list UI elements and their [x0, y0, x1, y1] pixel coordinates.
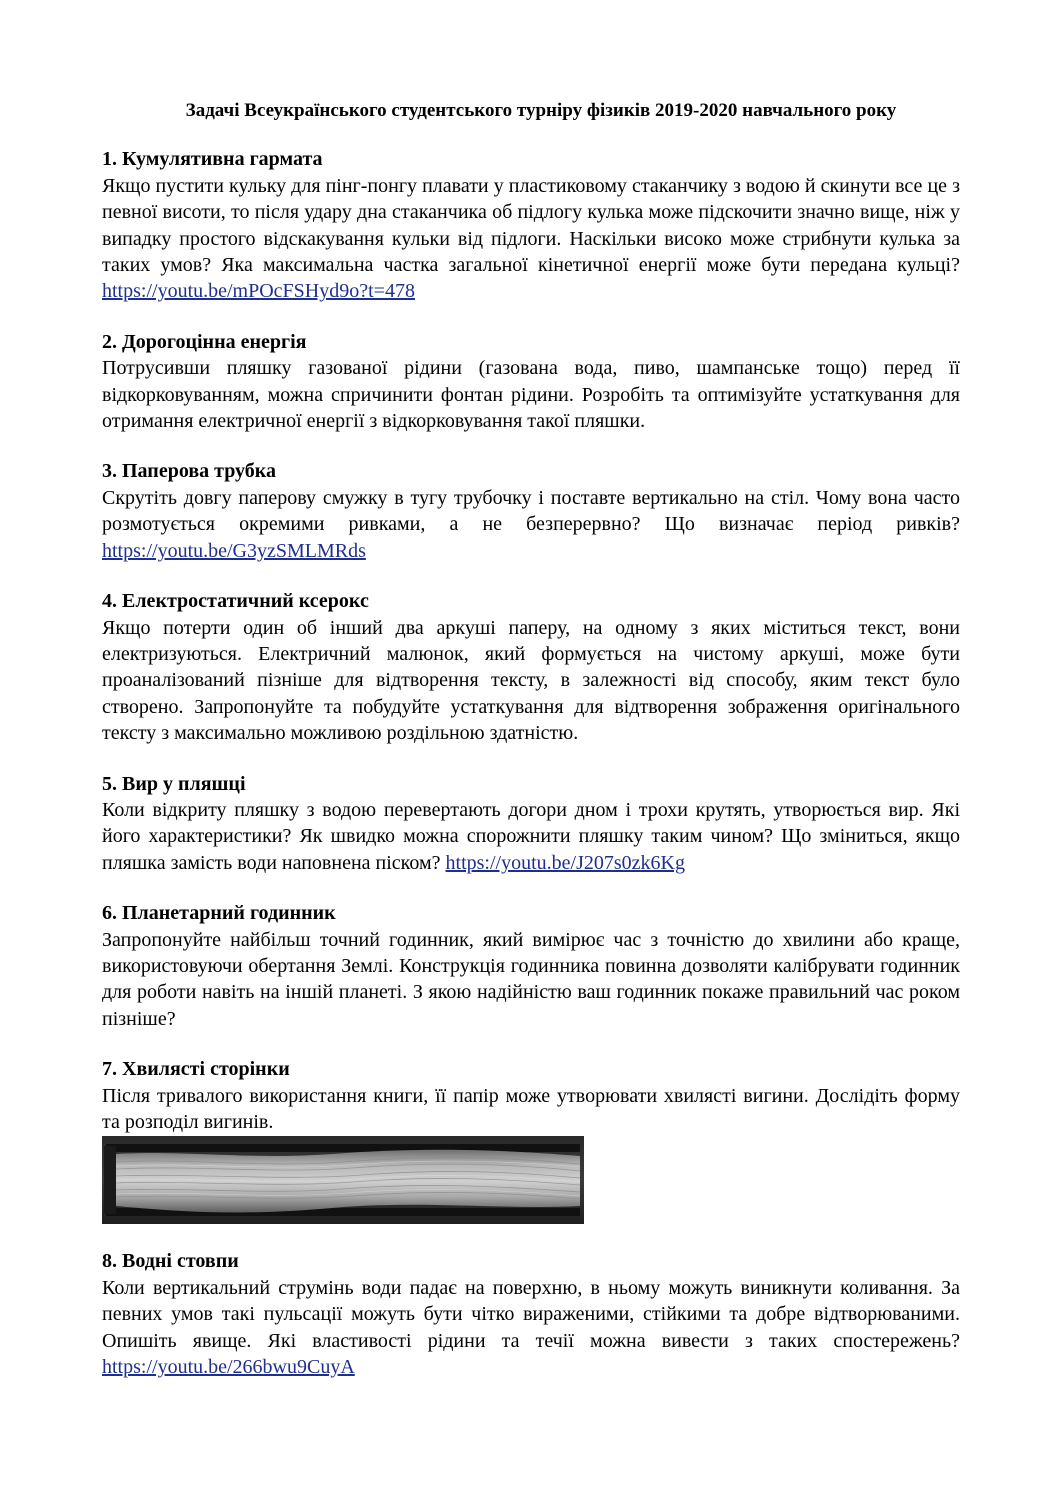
- video-link[interactable]: https://youtu.be/mPOcFSHyd9o?t=478: [102, 280, 415, 303]
- problem-heading: 2. Дорогоцінна енергія: [102, 330, 307, 353]
- problem-body: Якщо пустити кульку для пінг-понгу плавати у пластиковому стаканчику з водою й скинути все це з певної висоти, то після удару дна стаканчика об підлогу кулька може підскочити значно вище, ніж у випадку простого відскакування кульки від підлоги. Наскільки високо може стрибнути кулька за таких умов? Яка максимальна частка загальної кінетичної енергії може бути передана кульці?: [102, 174, 960, 277]
- wavy-pages-photo: [102, 1136, 584, 1224]
- document-title: Задачі Всеукраїнського студентського турніру фізиків 2019-2020 навчального року: [185, 100, 897, 121]
- problem-text: [102, 797, 960, 876]
- problem-5: [102, 771, 960, 877]
- problem-body: Потрусивши пляшку газованої рідини (газована вода, пиво, шампанське тощо) перед її відкорковуванням, можна спричинити фонтан рідини. Розробіть та оптимізуйте устаткування для отримання електричної енергії з відкорковування такої пляшки.: [102, 357, 960, 433]
- problem-text: [102, 1083, 960, 1136]
- problem-text: [102, 173, 960, 305]
- problem-text: [102, 485, 960, 564]
- problem-heading: 6. Планетарний годинник: [102, 902, 336, 925]
- problem-heading: 4. Електростатичний ксерокс: [102, 590, 369, 613]
- problem-1: [102, 146, 960, 304]
- problem-text: [102, 355, 960, 434]
- problem-heading: 8. Водні стовпи: [102, 1250, 239, 1273]
- problem-heading: 7. Хвилясті сторінки: [102, 1058, 290, 1081]
- problem-body: Коли відкриту пляшку з водою перевертають догори дном і трохи крутять, утворюється вир. Які його характеристики? Як швидко можна спорожнити пляшку таким чином? Що зміниться, якщо пляшка замість води наповнена піском?: [102, 798, 960, 874]
- problem-4: [102, 588, 960, 746]
- problem-heading: 1. Кумулятивна гармата: [102, 148, 323, 171]
- problem-3: [102, 458, 960, 564]
- problem-heading: 3. Паперова трубка: [102, 460, 277, 483]
- problem-text: [102, 1275, 960, 1381]
- video-link[interactable]: https://youtu.be/266bwu9CuyA: [102, 1356, 355, 1379]
- problem-7: [102, 1056, 960, 1224]
- problem-body: Скрутіть довгу паперову смужку в тугу трубочку і поставте вертикально на стіл. Чому вона часто розмотується окремими ривками, а не безперервно? Що визначає період ривків?: [102, 486, 960, 536]
- problem-text: [102, 927, 960, 1033]
- problem-8: [102, 1248, 960, 1380]
- problem-body: Якщо потерти один об інший два аркуші паперу, на одному з яких міститься текст, вони електризуються. Електричний малюнок, який формується на чистому аркуші, може бути проаналізований пізніше для відтворення тексту, в залежності від способу, яким текст було створено. Запропонуйте та побудуйте устаткування для відтворення зображення оригінального тексту з максимально можливою роздільною здатністю.: [102, 616, 960, 745]
- video-link[interactable]: https://youtu.be/G3yzSMLMRds: [102, 539, 366, 562]
- problem-text: [102, 615, 960, 747]
- problem-body: Коли вертикальний струмінь води падає на поверхню, в ньому можуть виникнути коливання. За певних умов такі пульсації можуть бути чітко вираженими, стійкими та добре відтворюваними. Опишіть явище. Які властивості рідини та течії можна вивести з таких спостережень?: [102, 1276, 960, 1352]
- problem-body: Запропонуйте найбільш точний годинник, який вимірює час з точністю до хвилини або краще, використовуючи обертання Землі. Конструкція годинника повинна дозволяти калібрувати годинник для роботи навіть на іншій планеті. З якою надійністю ваш годинник покаже правильний час роком пізніше?: [102, 928, 960, 1030]
- document-page: [102, 98, 960, 1404]
- problem-heading: 5. Вир у пляшці: [102, 772, 246, 795]
- problem-body: Після тривалого використання книги, її папір може утворювати хвилясті вигини. Дослідіть форму та розподіл вигинів.: [102, 1084, 960, 1133]
- problem-6: [102, 900, 960, 1032]
- problem-2: [102, 329, 960, 435]
- video-link[interactable]: https://youtu.be/J207s0zk6Kg: [445, 851, 685, 874]
